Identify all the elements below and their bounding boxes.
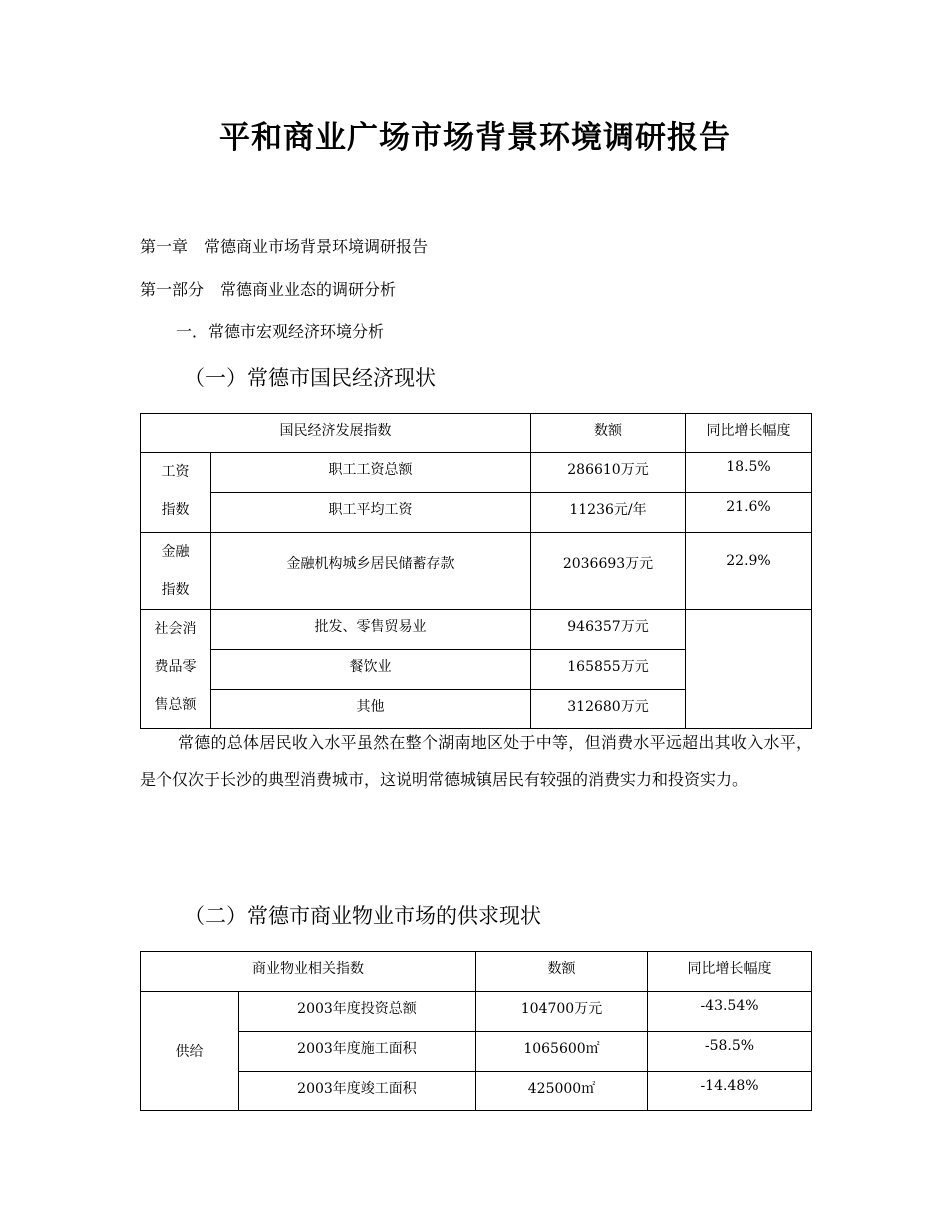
row-growth: 22.9% bbox=[686, 533, 812, 610]
group-label-line: 费品零 bbox=[154, 659, 197, 675]
row-name: 2003年度施工面积 bbox=[239, 1032, 476, 1072]
header-cell: 数额 bbox=[531, 414, 686, 453]
row-growth: -14.48% bbox=[648, 1072, 812, 1111]
header-cell: 商业物业相关指数 bbox=[141, 952, 476, 992]
row-name: 餐饮业 bbox=[211, 650, 531, 690]
group-label-line: 金融 bbox=[161, 544, 190, 560]
part-heading: 第一部分 常德商业业态的调研分析 bbox=[140, 280, 397, 299]
table-row bbox=[141, 610, 812, 650]
table-header-row bbox=[141, 414, 812, 453]
chapter-heading: 第一章 常德商业市场背景环境调研报告 bbox=[140, 237, 429, 256]
row-value: 946357万元 bbox=[531, 610, 686, 650]
header-cell: 同比增长幅度 bbox=[686, 414, 812, 453]
table-row bbox=[141, 493, 812, 533]
group-label bbox=[141, 533, 211, 610]
group-label-line: 指数 bbox=[161, 582, 190, 598]
row-value: 312680万元 bbox=[531, 690, 686, 729]
group-label-line: 售总额 bbox=[154, 697, 197, 713]
header-cell: 数额 bbox=[476, 952, 648, 992]
row-growth: -58.5% bbox=[648, 1032, 812, 1072]
row-value: 425000㎡ bbox=[476, 1072, 648, 1111]
body-paragraph: 常德的总体居民收入水平虽然在整个湖南地区处于中等，但消费水平远超出其收入水平，是个仅次于长沙的典型消费城市，这说明常德城镇居民有较强的消费实力和投资实力。 bbox=[140, 733, 812, 789]
row-value: 2036693万元 bbox=[531, 533, 686, 610]
section-heading: 一．常德市宏观经济环境分析 bbox=[176, 322, 385, 341]
table-row bbox=[141, 533, 812, 610]
table-row bbox=[141, 1032, 812, 1072]
row-growth: 21.6% bbox=[686, 493, 812, 533]
group-label bbox=[141, 610, 211, 729]
empty-growth-cell bbox=[686, 610, 812, 729]
row-value: 11236元/年 bbox=[531, 493, 686, 533]
group-label bbox=[141, 453, 211, 533]
header-cell: 国民经济发展指数 bbox=[141, 414, 531, 453]
row-value: 165855万元 bbox=[531, 650, 686, 690]
row-name: 2003年度竣工面积 bbox=[239, 1072, 476, 1111]
commercial-property-table bbox=[140, 951, 812, 1111]
group-label-line: 指数 bbox=[161, 502, 190, 518]
row-name: 其他 bbox=[211, 690, 531, 729]
row-growth: -43.54% bbox=[648, 992, 812, 1032]
row-value: 1065600㎡ bbox=[476, 1032, 648, 1072]
group-label: 供给 bbox=[141, 992, 239, 1111]
subsection-heading-2: （二）常德市商业物业市场的供求现状 bbox=[184, 904, 541, 928]
row-name: 金融机构城乡居民储蓄存款 bbox=[211, 533, 531, 610]
row-value: 286610万元 bbox=[531, 453, 686, 493]
row-value: 104700万元 bbox=[476, 992, 648, 1032]
document-title: 平和商业广场市场背景环境调研报告 bbox=[219, 120, 731, 156]
row-growth: 18.5% bbox=[686, 453, 812, 493]
header-cell: 同比增长幅度 bbox=[648, 952, 812, 992]
row-name: 职工工资总额 bbox=[211, 453, 531, 493]
subsection-heading-1: （一）常德市国民经济现状 bbox=[184, 366, 436, 390]
row-name: 职工平均工资 bbox=[211, 493, 531, 533]
group-label-line: 工资 bbox=[161, 464, 190, 480]
economy-table bbox=[140, 413, 812, 729]
table-row bbox=[141, 992, 812, 1032]
table-row bbox=[141, 453, 812, 493]
row-name: 批发、零售贸易业 bbox=[211, 610, 531, 650]
row-name: 2003年度投资总额 bbox=[239, 992, 476, 1032]
group-label-line: 社会消 bbox=[154, 621, 197, 637]
table-row bbox=[141, 1072, 812, 1111]
table-header-row bbox=[141, 952, 812, 992]
